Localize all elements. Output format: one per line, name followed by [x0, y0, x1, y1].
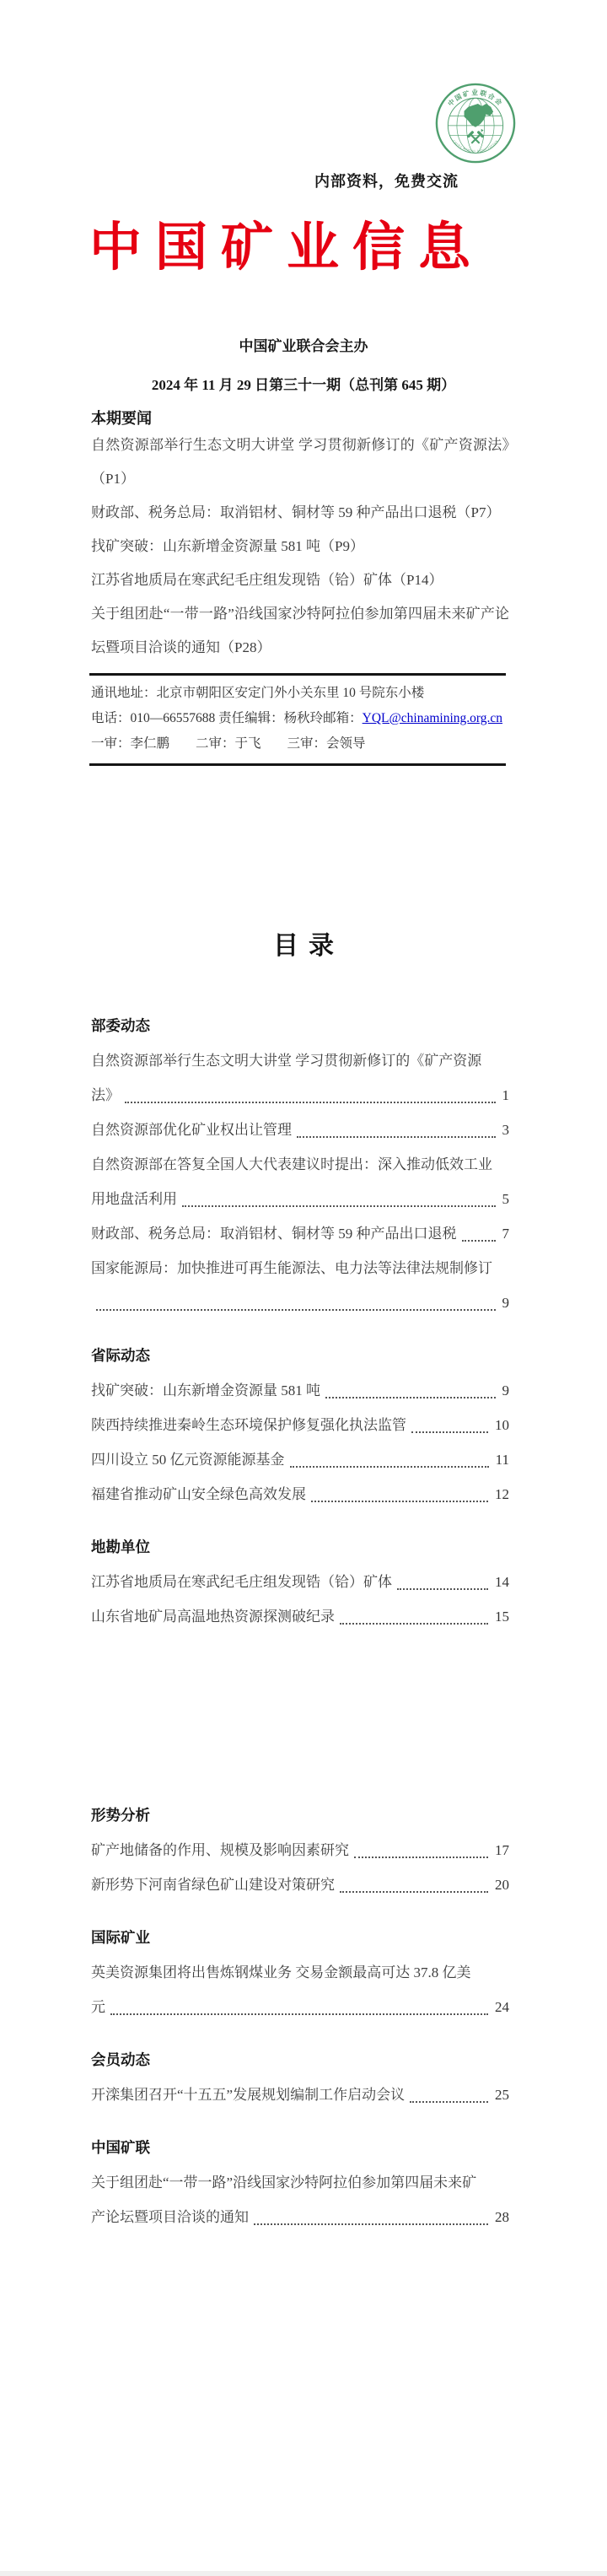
toc-section-heading: 部委动态	[91, 1017, 150, 1034]
toc-entry	[91, 1833, 509, 1867]
toc-section-heading: 地勘单位	[91, 1539, 150, 1555]
toc-entry-text: 产论坛暨项目洽谈的通知	[91, 2209, 249, 2225]
toc-entry-text: 山东省地矿局高温地热资源探测破纪录	[91, 1609, 335, 1625]
toc-entry-text: 找矿突破：山东新增金资源量 581 吨	[91, 1382, 320, 1398]
dot-leader	[182, 1205, 496, 1207]
globe-hammers-logo-icon	[435, 83, 516, 164]
toc-entry-text: 陕西持续推进秦岭生态环境保护修复强化执法监管	[91, 1417, 406, 1433]
newsletter-title: 中国矿业信息	[89, 219, 484, 277]
toc-entry	[91, 1565, 509, 1599]
toc-page-number: 10	[495, 1417, 509, 1433]
highlight-item: 江苏省地质局在寒武纪毛庄组发现锆（铪）矿体（P14）	[91, 572, 443, 588]
highlight-item: 找矿突破：山东新增金资源量 581 吨（P9）	[91, 538, 364, 554]
toc-section-heading: 省际动态	[91, 1347, 150, 1364]
dot-leader	[96, 1309, 496, 1311]
toc-page-number: 5	[502, 1191, 509, 1207]
highlight-item: 自然资源部举行生态文明大讲堂 学习贯彻新修订的《矿产资源法》（P1）	[91, 437, 509, 487]
toc-entry	[91, 1867, 509, 1902]
dot-leader	[340, 1623, 488, 1625]
contact-address: 通讯地址：北京市朝阳区安定门外小关东里 10 号院东小楼	[91, 686, 425, 700]
toc-section-geological	[91, 1530, 509, 1634]
toc-entry	[91, 2078, 509, 2112]
china-mining-association-logo	[435, 83, 516, 164]
toc-page-number: 25	[495, 2087, 509, 2103]
dot-leader	[462, 1240, 496, 1242]
dot-leader	[125, 1102, 496, 1103]
toc-page-number: 3	[502, 1122, 509, 1138]
toc-entry	[91, 2165, 509, 2234]
toc-section-heading: 形势分析	[91, 1807, 150, 1824]
toc-page-number: 9	[502, 1295, 509, 1311]
issue-date-line: 2024 年 11 月 29 日第三十一期（总刊第 645 期）	[151, 377, 456, 393]
dot-leader	[325, 1397, 496, 1398]
highlight-item: 关于组团赴“一带一路”沿线国家沙特阿拉伯参加第四届未来矿产论坛暨项目洽谈的通知（P28）	[91, 606, 509, 655]
toc-entry-text: 江苏省地质局在寒武纪毛庄组发现锆（铪）矿体	[91, 1574, 392, 1590]
toc-section-provincial	[91, 1339, 509, 1512]
toc-page-number: 17	[495, 1842, 509, 1858]
toc-entry-text: 用地盘活利用	[91, 1191, 177, 1207]
highlights-heading: 本期要闻	[91, 410, 152, 427]
toc-section-heading: 国际矿业	[91, 1929, 150, 1946]
dot-leader	[340, 1891, 488, 1893]
toc-entry-text: 四川设立 50 亿元资源能源基金	[91, 1452, 285, 1468]
dot-leader	[110, 2013, 488, 2015]
dot-leader	[411, 1431, 488, 1433]
toc-entry	[91, 1955, 509, 2024]
internal-note: 内部资料，免费交流	[314, 173, 459, 190]
dot-leader	[297, 1136, 496, 1138]
toc-entry-line: 自然资源部举行生态文明大讲堂 学习贯彻新修订的《矿产资源	[91, 1053, 482, 1069]
toc-page-number: 12	[495, 1486, 509, 1502]
toc-section-cma	[91, 2131, 509, 2234]
toc-page-number: 7	[502, 1226, 509, 1242]
toc-section-heading: 中国矿联	[91, 2139, 150, 2156]
toc-entry-line: 自然资源部在答复全国人大代表建议时提出：深入推动低效工业	[91, 1156, 492, 1172]
toc-entry-text: 新形势下河南省绿色矿山建设对策研究	[91, 1877, 335, 1893]
toc-page-number: 28	[495, 2209, 509, 2225]
toc-entry	[91, 1599, 509, 1634]
toc-entry	[91, 1408, 509, 1442]
dot-leader	[311, 1501, 488, 1502]
toc-entry	[91, 1216, 509, 1251]
toc-title: 目录	[273, 932, 344, 960]
editor-email-link[interactable]: YQL@chinamining.org.cn	[362, 711, 503, 725]
toc-page-number: 24	[495, 1999, 509, 2015]
toc-section-heading: 会员动态	[91, 2051, 150, 2068]
toc-page-number: 20	[495, 1877, 509, 1893]
toc-entry-line: 关于组团赴“一带一路”沿线国家沙特阿拉伯参加第四届未来矿	[91, 2175, 477, 2191]
toc-entry-line: 国家能源局：加快推进可再生能源法、电力法等法律法规制修订	[91, 1260, 492, 1276]
toc-entry-text: 矿产地储备的作用、规模及影响因素研究	[91, 1842, 349, 1858]
toc-entry	[91, 1113, 509, 1147]
toc-entry	[91, 1043, 509, 1113]
toc-section-international	[91, 1921, 509, 2024]
contact-phone-editor	[91, 706, 506, 731]
toc-entry	[91, 1373, 509, 1408]
toc-page-number: 14	[495, 1574, 509, 1590]
toc-section-ministry	[91, 1009, 509, 1320]
publisher-line: 中国矿业联合会主办	[239, 338, 368, 354]
toc-entry	[91, 1477, 509, 1512]
toc-entry	[91, 1442, 509, 1477]
contact-block	[89, 673, 506, 766]
dot-leader	[354, 1857, 488, 1858]
logo-arc-top-text: 中国矿业联合会	[446, 89, 505, 108]
toc-page-number: 15	[495, 1609, 509, 1625]
toc-entry-text: 法》	[91, 1087, 120, 1103]
contact-phone-editor-text: 电话：010—66557688 责任编辑：杨秋玲邮箱：	[91, 711, 363, 725]
toc-section-members	[91, 2043, 509, 2112]
toc-entry	[91, 1147, 509, 1216]
toc-page-number: 9	[502, 1382, 509, 1398]
highlights-list	[91, 428, 509, 665]
toc-page-number: 11	[495, 1452, 509, 1468]
page-bottom-edge	[0, 2571, 607, 2576]
toc-entry	[91, 1251, 509, 1320]
contact-reviewers: 一审：李仁鹏 二审：于飞 三审：会领导	[91, 736, 366, 751]
toc-entry-line: 英美资源集团将出售炼钢煤业务 交易金额最高可达 37.8 亿美	[91, 1964, 471, 1981]
dot-leader	[254, 2223, 488, 2225]
dot-leader	[410, 2101, 488, 2103]
toc-entry-text: 福建省推动矿山安全绿色高效发展	[91, 1486, 306, 1502]
dot-leader	[290, 1466, 489, 1468]
highlight-item: 财政部、税务总局：取消铝材、铜材等 59 种产品出口退税（P7）	[91, 504, 501, 520]
toc-section-analysis	[91, 1798, 509, 1902]
toc-entry-text: 财政部、税务总局：取消铝材、铜材等 59 种产品出口退税	[91, 1226, 457, 1242]
toc-page-number: 1	[502, 1087, 509, 1103]
logo-arc-bottom-text: CHINA MINING ASSOCIATION	[452, 139, 499, 154]
toc-entry-text: 自然资源部优化矿业权出让管理	[91, 1122, 292, 1138]
dot-leader	[397, 1588, 488, 1590]
toc-entry-text: 元	[91, 1999, 105, 2015]
table-of-contents	[91, 1009, 509, 2234]
toc-entry-text: 开滦集团召开“十五五”发展规划编制工作启动会议	[91, 2087, 406, 2103]
